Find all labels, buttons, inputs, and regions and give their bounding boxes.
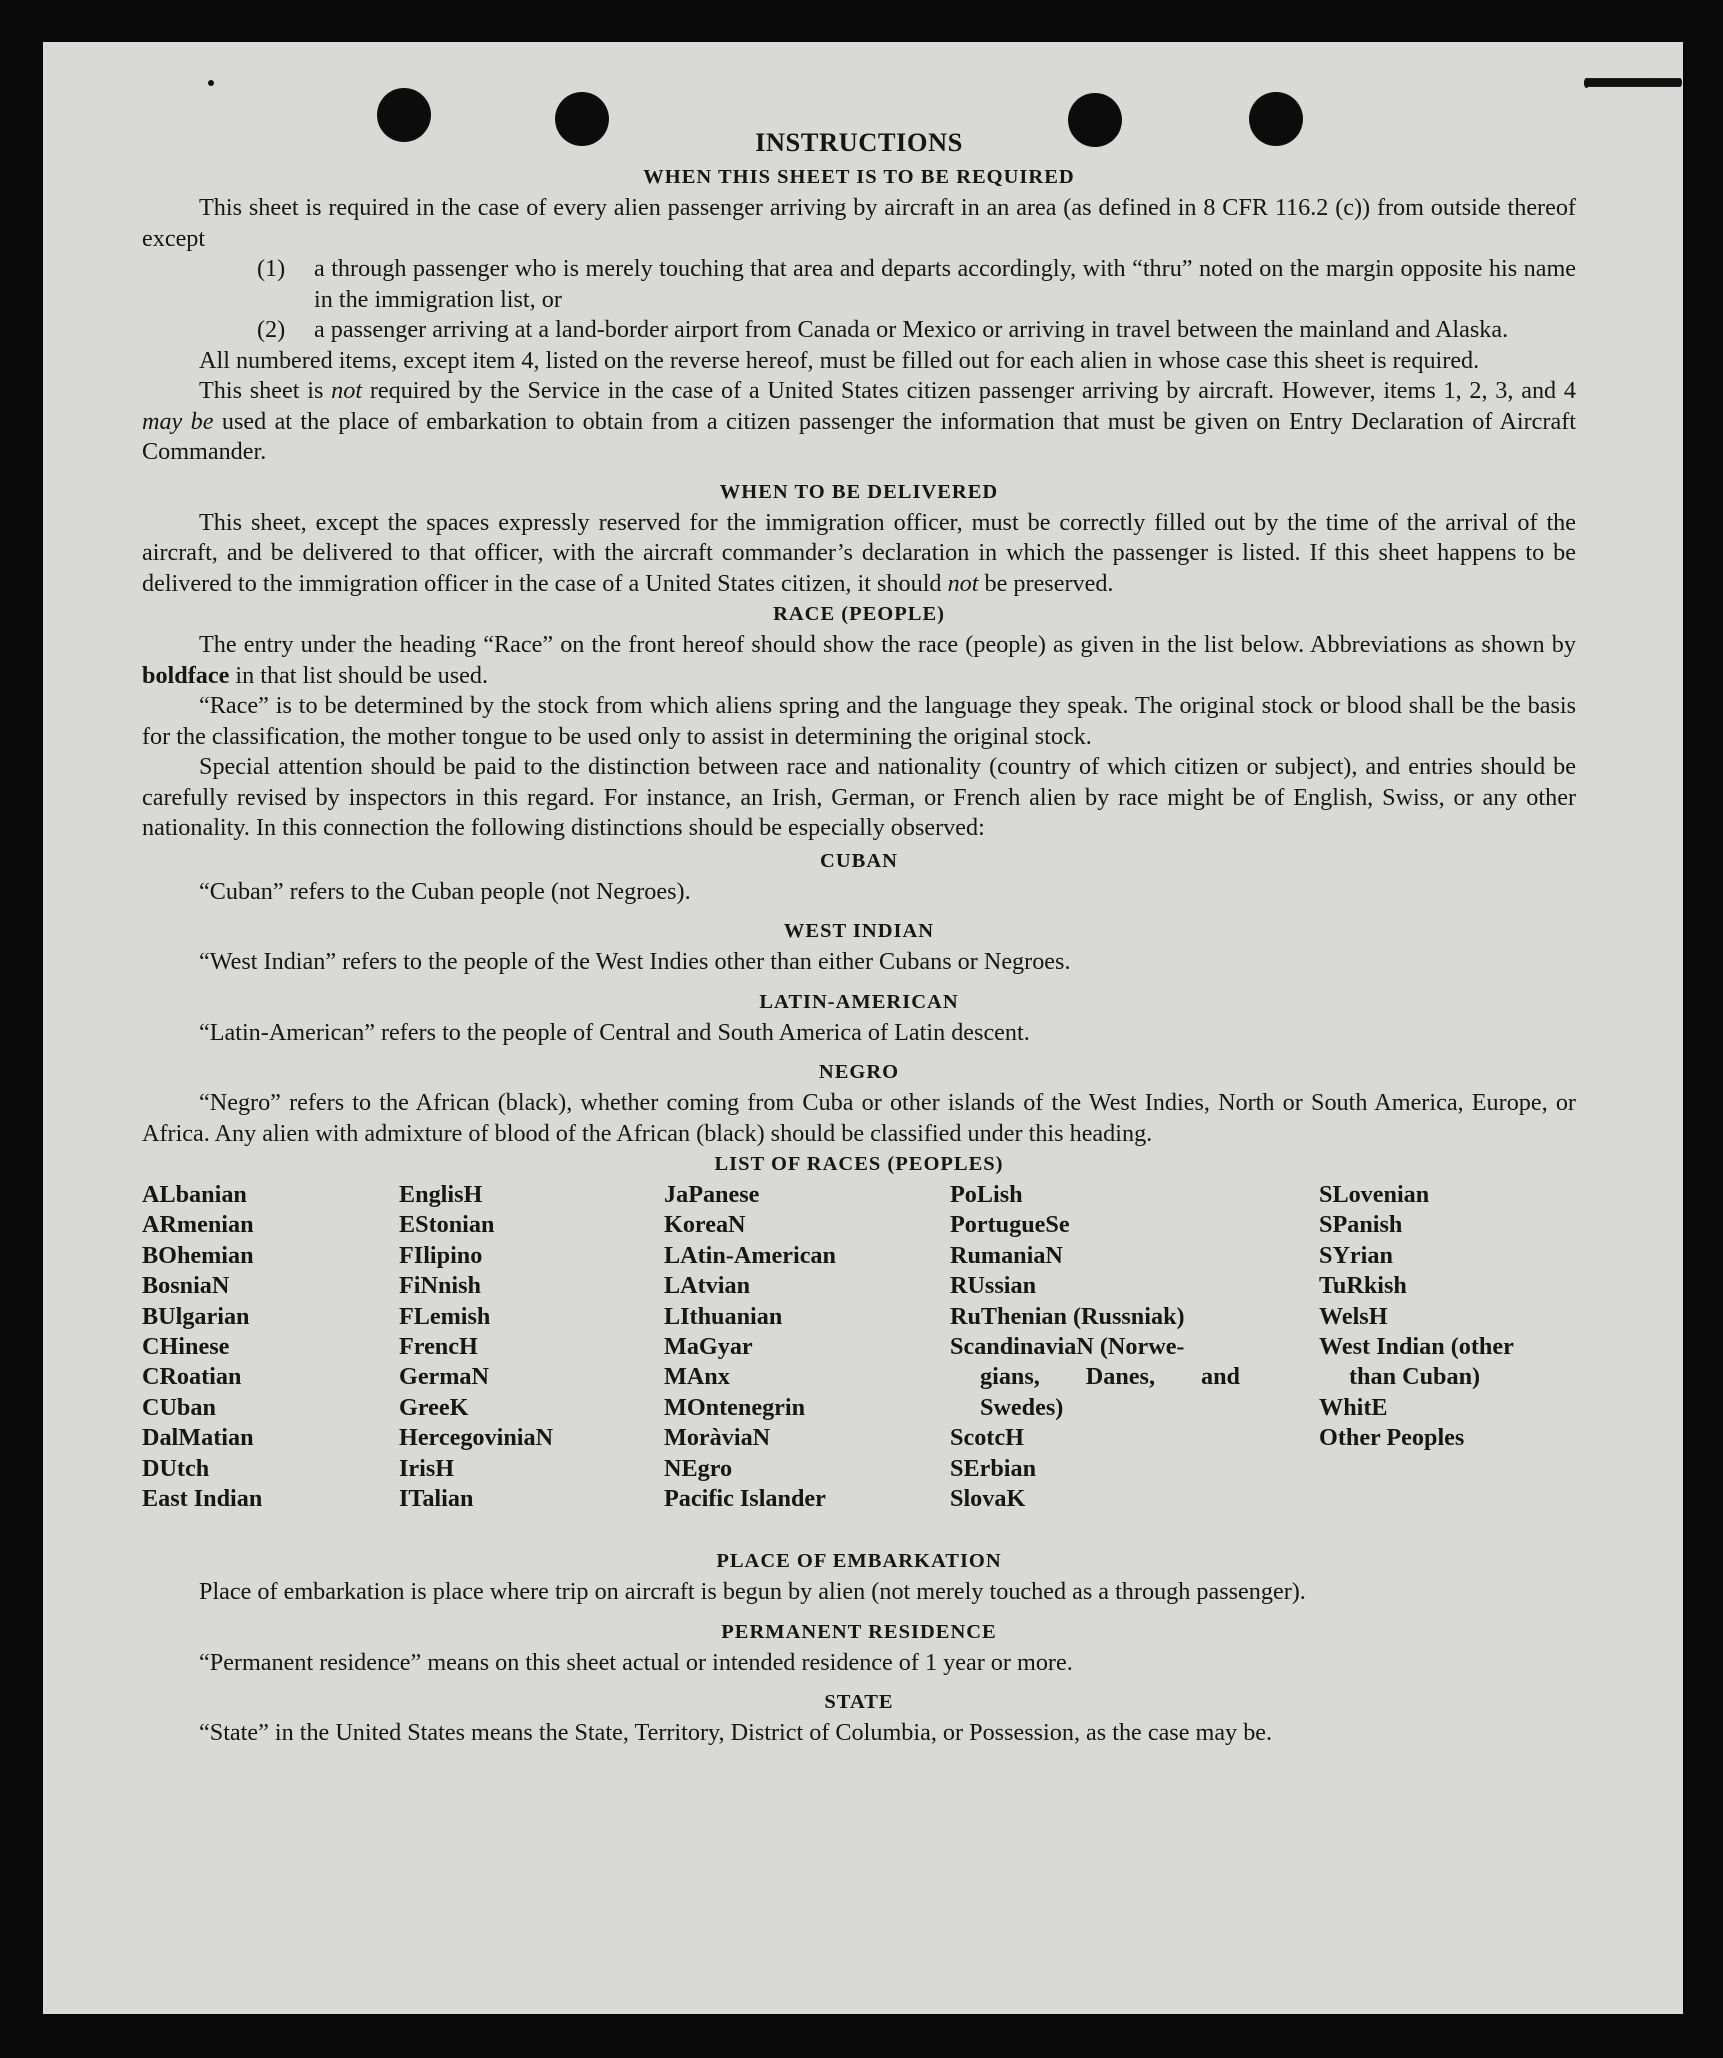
race-entry: CUban [142,1393,216,1421]
race-entry: SLovenian [1319,1181,1430,1208]
paragraph-text: in that list should be used. [229,661,489,689]
paragraph: “Cuban” refers to the Cuban people (not Negroes). [199,877,691,905]
item-text: a passenger arriving at a land-border airport from Canada or Mexico or arriving in travel between the mainland and Alaska. [314,316,1509,343]
races-column [664,1180,924,1514]
paragraph [142,376,1576,468]
races-column-group [950,1180,1240,1332]
item-text: a through passenger who is merely touching that area and departs accordingly, with “thru” noted on the margin opposite his name in the immigration list, or [314,255,1576,313]
race-entry: Pacific Islander [664,1485,826,1513]
heading-when-delivered: WHEN TO BE DELIVERED [719,480,999,503]
paragraph-text: The entry under the heading “Race” on the front hereof should show the race (people) as given in the list below. Abbreviations as shown by [199,631,1576,658]
race-entry-word: gians, [980,1363,1040,1391]
race-entry: SPanish [1319,1211,1403,1239]
race-entry: FiNnish [399,1272,481,1300]
paragraph: “State” in the United States means the State, Territory, District of Columbia, or Possession, as the case may be. [199,1719,1273,1746]
race-entry: RUssian [950,1272,1037,1300]
race-entry: GreeK [399,1393,469,1421]
race-entry: NEgro [664,1454,733,1482]
instructions-body [142,124,1576,1749]
race-entry: MAnx [664,1363,730,1391]
race-entry: EnglisH [399,1181,483,1208]
heading-race: RACE (PEOPLE) [773,603,945,625]
race-entry: East Indian [142,1485,263,1513]
race-entry-word: and [1200,1363,1240,1391]
paragraph: Place of embarkation is place where trip on aircraft is begun by alien (not merely touched as a through passenger). [199,1578,1306,1605]
emphasis-text: not [947,569,979,597]
race-entry: SYrian [1319,1241,1393,1269]
race-entry: FLemish [399,1302,491,1330]
paragraph-text: required by the Service in the case of a United States citizen passenger arriving by aircraft. However, items 1, 2, 3, and 4 [362,377,1576,404]
list-item [142,315,1576,346]
race-entry: MoràviaN [664,1424,771,1452]
race-entry: Other Peoples [1319,1424,1465,1452]
races-column [142,1180,382,1514]
races-column-group [1319,1180,1576,1332]
race-entry: LAtin-American [664,1241,836,1269]
race-entry: SlovaK [950,1485,1026,1513]
paragraph: Special attention should be paid to the distinction between race and nationality (country of which citizen or subject), and entries should be carefully revised by inspectors in this regard. For instance, an Irish, German, or French alien by race might be of English, Swiss, or any other nationality. In this connection the following distinctions should be especially observed: [142,753,1576,841]
race-entry: MaGyar [664,1333,753,1361]
races-column-group [1319,1393,1576,1454]
heading-latin-american: LATIN-AMERICAN [759,990,959,1013]
document-text-layer [43,42,1683,2014]
race-entry: LAtvian [664,1272,751,1300]
race-entry: SErbian [950,1454,1037,1482]
race-entry: TuRkish [1319,1272,1407,1300]
emphasis-text: not [331,377,363,404]
races-list [142,1180,1576,1544]
heading-state: STATE [824,1691,894,1713]
heading-when-required: WHEN THIS SHEET IS TO BE REQUIRED [643,166,1075,188]
paragraph-text: This sheet is [199,377,332,404]
race-entry: RuThenian (Russniak) [950,1302,1185,1330]
race-entry: RumaniaN [950,1241,1063,1269]
race-entry: FrencH [399,1333,478,1361]
paragraph: “Latin-American” refers to the people of Central and South America of Latin descent. [199,1018,1030,1046]
race-entry: HercegoviniaN [399,1424,554,1452]
heading-west-indian: WEST INDIAN [783,920,935,942]
paragraph [142,508,1576,600]
race-entry: DalMatian [142,1424,254,1452]
race-entry: GermaN [399,1363,489,1391]
race-entry: BOhemian [142,1241,254,1269]
races-column-group [950,1423,1240,1514]
paragraph-text: used at the place of embarkation to obtain from a citizen passenger the information that must be given on Entry Declaration of Aircraft Commander. [142,407,1576,465]
emphasis-text: may be [142,407,214,435]
race-entry: EStonian [399,1211,495,1239]
race-entry: ScotcH [950,1424,1024,1452]
race-entry: ITalian [399,1485,474,1513]
race-entry-line: West Indian (other [1319,1333,1514,1361]
heading-negro: NEGRO [818,1061,900,1083]
races-column [399,1180,639,1514]
paragraph-text: This sheet, except the spaces expressly reserved for the immigration officer, must be correctly filled out by the time of the arrival of the aircraft, and be delivered to that officer, with the aircraft commander’s declaration in which the passenger is listed. If this sheet happens to be delivered to the immigration officer in the case of a United States citizen, it should [142,508,1576,597]
bold-text: boldface [142,661,230,689]
race-entry: ALbanian [142,1181,247,1208]
race-entry: MOntenegrin [664,1393,806,1421]
race-entry: PoLish [950,1181,1023,1208]
race-entry-line [950,1362,1240,1392]
item-number: (2) [257,316,286,343]
paragraph: “Permanent residence” means on this sheet actual or intended residence of 1 year or more. [199,1648,1073,1676]
race-entry: PortugueSe [950,1211,1070,1239]
race-entry: ARmenian [142,1211,254,1239]
race-entry-wrapped [1319,1332,1576,1393]
item-number: (1) [257,255,286,282]
race-entry-word: Danes, [1085,1363,1156,1391]
paragraph: “Race” is to be determined by the stock from which aliens spring and the language they speak. The original stock or blood shall be the basis for the classification, the mother tongue to be used only to assist in determining the original stock. [142,692,1576,750]
race-entry: JaPanese [664,1181,760,1208]
paragraph-text: be preserved. [978,569,1114,597]
race-entry: KoreaN [664,1211,746,1239]
race-entry-wrapped [950,1332,1240,1423]
paragraph [142,630,1576,691]
race-entry: CHinese [142,1333,230,1361]
paragraph [142,193,1576,254]
page-title: INSTRUCTIONS [755,127,963,157]
paragraph [142,346,1576,377]
heading-embarkation: PLACE OF EMBARKATION [716,1550,1002,1572]
paragraph: “Negro” refers to the African (black), whether coming from Cuba or other islands of the West Indies, North or South America, Europe, or Africa. Any alien with admixture of blood of the African (black) should be classified under this heading. [142,1089,1576,1147]
race-entry-line: than Cuban) [1349,1363,1481,1391]
paragraph: “West Indian” refers to the people of the West Indies other than either Cubans or Negroes. [199,948,1071,975]
race-entry-line: Swedes) [980,1393,1064,1421]
race-entry: BosniaN [142,1272,230,1300]
heading-permanent-residence: PERMANENT RESIDENCE [721,1620,997,1643]
race-entry: DUtch [142,1454,210,1482]
race-entry: BUlgarian [142,1302,250,1330]
race-entry: LIthuanian [664,1302,783,1330]
race-entry: IrisH [399,1454,455,1482]
race-entry: FIlipino [399,1241,483,1269]
race-entry: WhitE [1319,1393,1388,1421]
race-entry: CRoatian [142,1363,242,1391]
races-column [950,1180,1240,1514]
heading-list-of-races: LIST OF RACES (PEOPLES) [714,1153,1004,1175]
list-item [142,254,1576,315]
heading-cuban: CUBAN [820,849,898,872]
races-column [1319,1180,1576,1454]
race-entry: WelsH [1319,1302,1388,1330]
paragraph-text: All numbered items, except item 4, listed on the reverse hereof, must be filled out for each alien in whose case this sheet is required. [199,346,1480,374]
race-entry-line: ScandinaviaN (Norwe- [950,1333,1185,1361]
paragraph-text: This sheet is required in the case of every alien passenger arriving by aircraft in an area (as defined in 8 CFR 116.2 (c)) from outside thereof except [142,194,1576,252]
